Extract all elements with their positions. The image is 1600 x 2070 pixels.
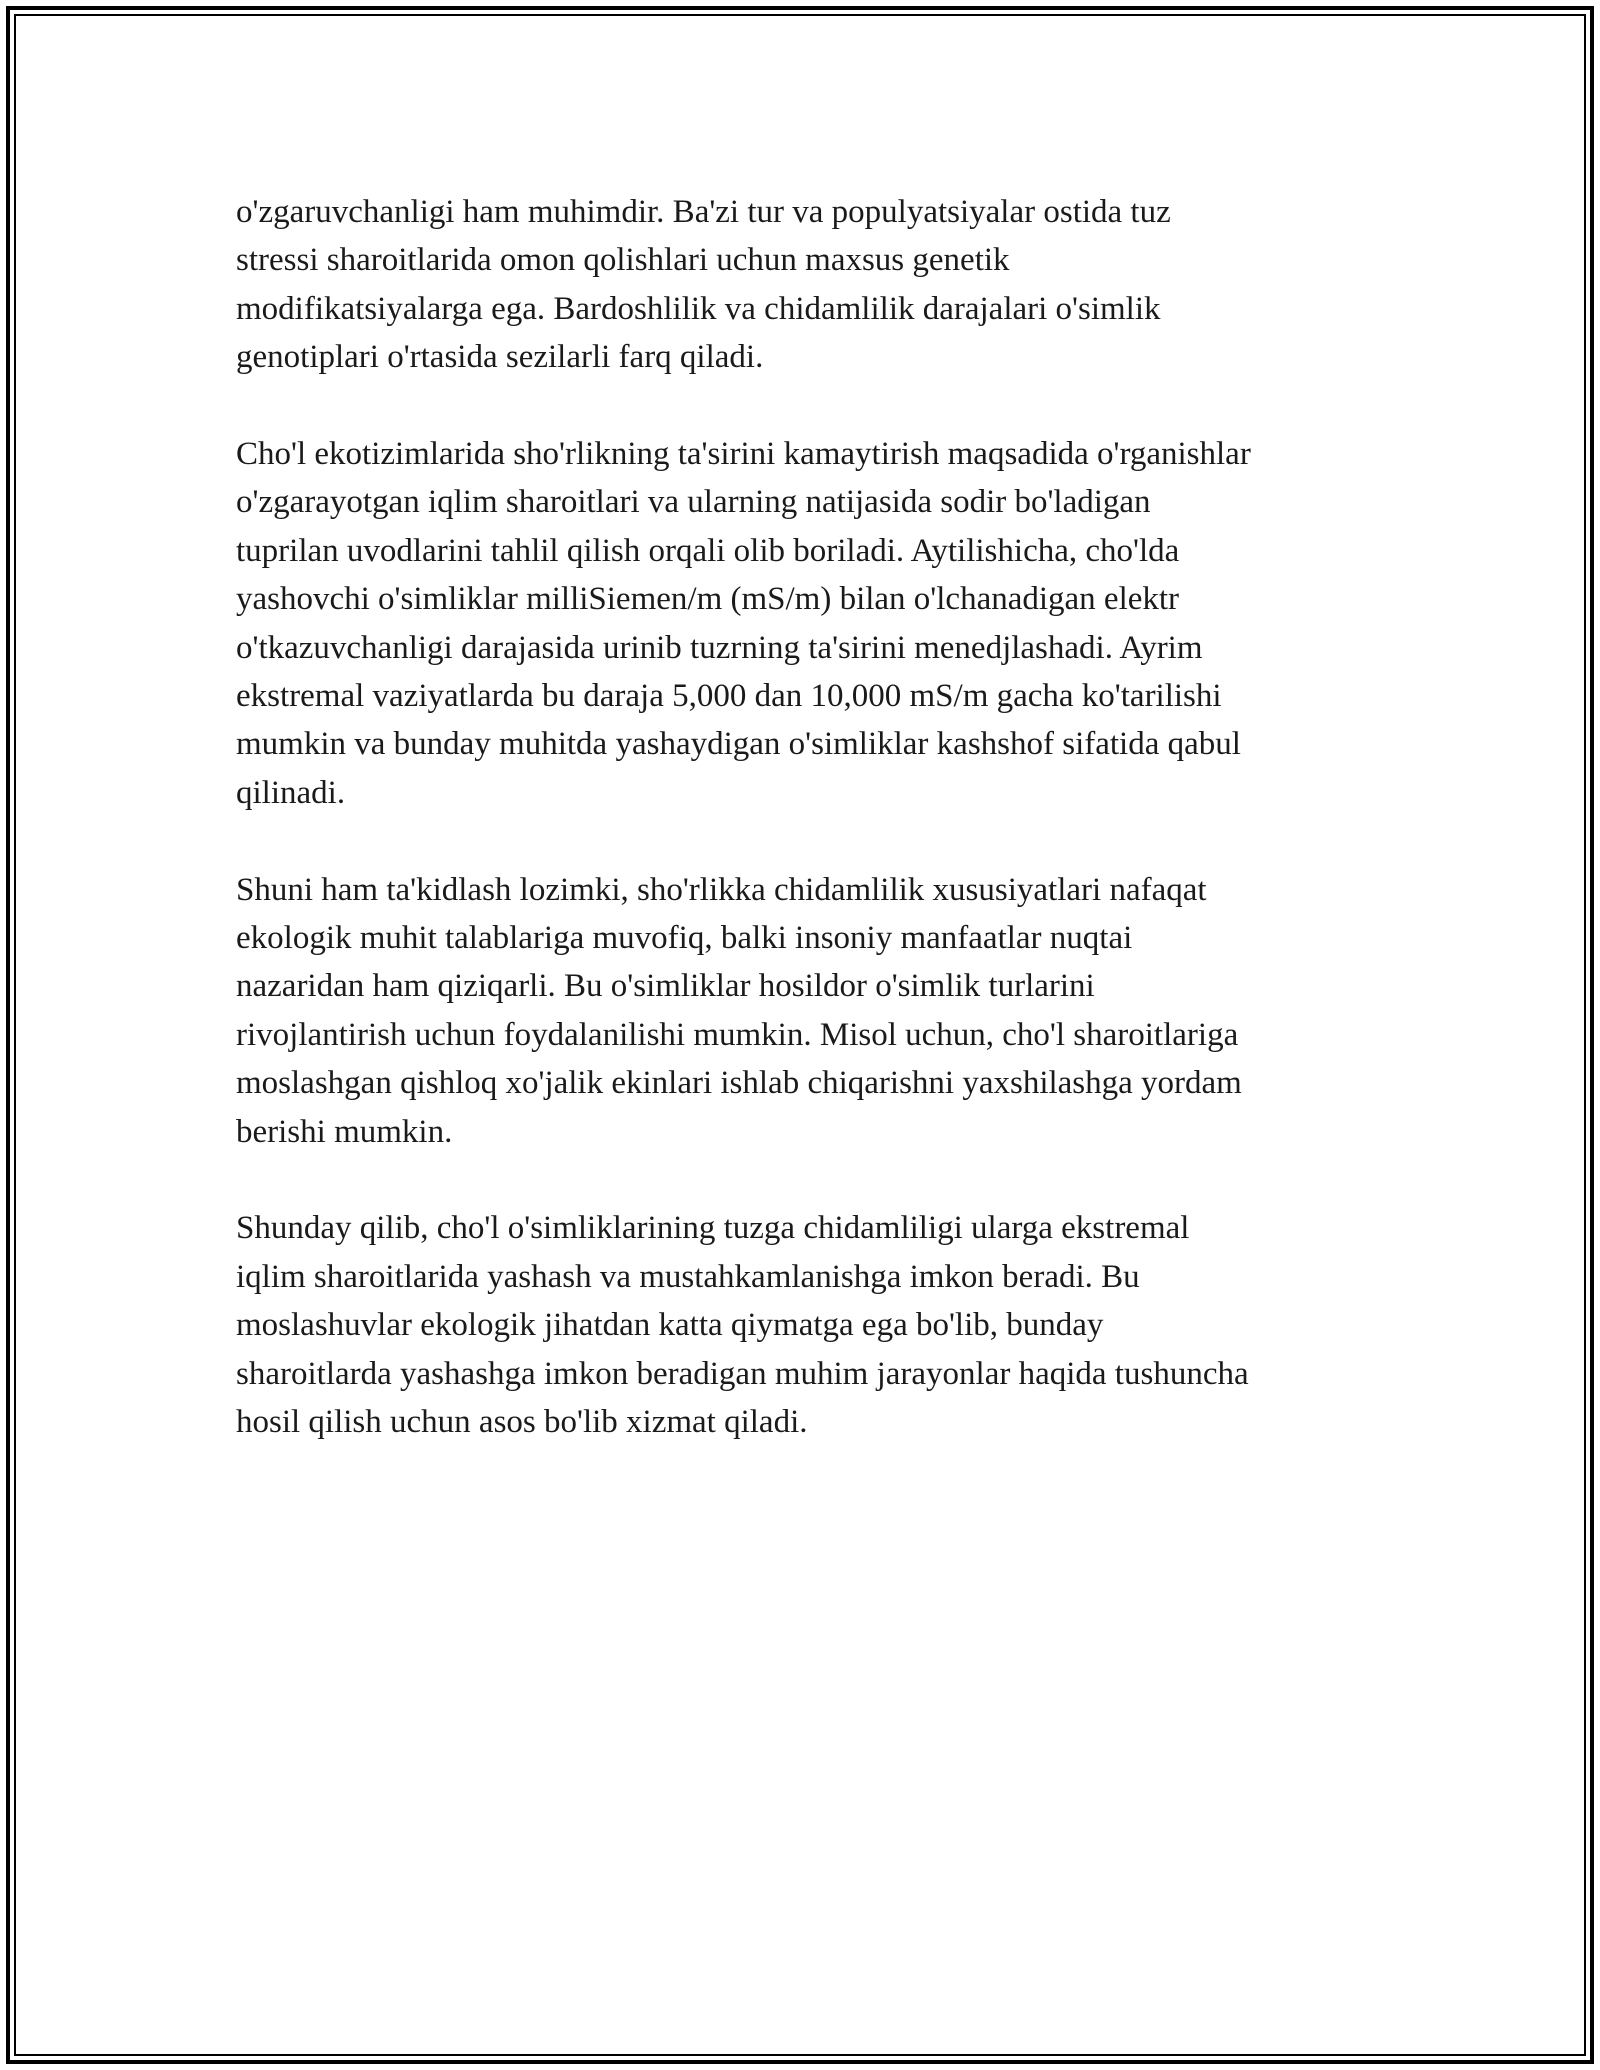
- text-line: hosil qilish uchun asos bo'lib xizmat qiladi.: [236, 1404, 808, 1441]
- text-line: o'zgarayotgan iqlim sharoitlari va ularning natijasida sodir bo'ladigan: [236, 484, 1151, 521]
- text-line: genotiplari o'rtasida sezilarli farq qiladi.: [236, 339, 764, 376]
- text-line: moslashgan qishloq xo'jalik ekinlari ishlab chiqarishni yaxshilashga yordam: [236, 1065, 1242, 1102]
- text-line: iqlim sharoitlarida yashash va mustahkamlanishga imkon beradi. Bu: [236, 1258, 1140, 1295]
- text-line: moslashuvlar ekologik jihatdan katta qiymatga ega bo'lib, bunday: [236, 1307, 1104, 1344]
- text-line: ekologik muhit talablariga muvofiq, balki insoniy manfaatlar nuqtai: [236, 920, 1133, 957]
- text-line: sharoitlarda yashashga imkon beradigan muhim jarayonlar haqida tushuncha: [236, 1355, 1249, 1392]
- text-line: berishi mumkin.: [236, 1113, 453, 1150]
- text-line: stressi sharoitlarida omon qolishlari uchun maxsus genetik: [236, 242, 1010, 279]
- text-line: rivojlantirish uchun foydalanilishi mumkin. Misol uchun, cho'l sharoitlariga: [236, 1016, 1239, 1053]
- text-line: Shuni ham ta'kidlash lozimki, sho'rlikka chidamlilik xususiyatlari nafaqat: [236, 871, 1207, 908]
- text-line: tuprilan uvodlarini tahlil qilish orqali olib boriladi. Aytilishicha, cho'lda: [236, 532, 1180, 569]
- paragraph-4: [236, 1204, 1376, 1446]
- paragraph-1: [236, 188, 1376, 382]
- text-line: Shunday qilib, cho'l o'simliklarining tuzga chidamliligi ularga ekstremal: [236, 1210, 1190, 1247]
- document-body: [236, 188, 1376, 1447]
- text-line: qilinadi.: [236, 774, 346, 811]
- paragraph-3: [236, 866, 1376, 1156]
- text-line: ekstremal vaziyatlarda bu daraja 5,000 dan 10,000 mS/m gacha ko'tarilishi: [236, 678, 1222, 715]
- text-line: modifikatsiyalarga ega. Bardoshlilik va chidamlilik darajalari o'simlik: [236, 290, 1161, 327]
- paragraph-2: [236, 430, 1376, 817]
- text-line: yashovchi o'simliklar milliSiemen/m (mS/m) bilan o'lchanadigan elektr: [236, 581, 1180, 618]
- text-line: nazaridan ham qiziqarli. Bu o'simliklar hosildor o'simlik turlarini: [236, 968, 1095, 1005]
- text-line: o'tkazuvchanligi darajasida urinib tuzrning ta'sirini menedjlashadi. Ayrim: [236, 629, 1203, 666]
- text-line: Cho'l ekotizimlarida sho'rlikning ta'sirini kamaytirish maqsadida o'rganishlar: [236, 436, 1251, 473]
- text-line: o'zgaruvchanligi ham muhimdir. Ba'zi tur va populyatsiyalar ostida tuz: [236, 194, 1171, 230]
- text-line: mumkin va bunday muhitda yashaydigan o'simliklar kashshof sifatida qabul: [236, 726, 1241, 763]
